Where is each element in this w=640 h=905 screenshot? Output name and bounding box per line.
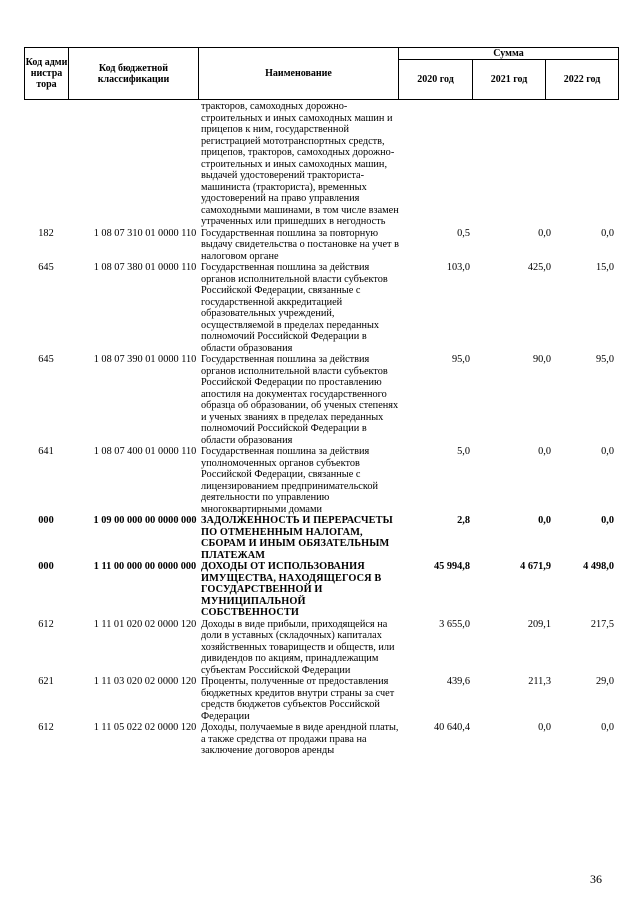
row-value-2020: 2,8 (457, 515, 470, 526)
row-value-2022: 0,0 (601, 515, 614, 526)
row-value-2022: 4 498,0 (583, 561, 614, 572)
row-budget-code: 1 11 05 022 02 0000 120 (93, 722, 197, 733)
table-row (24, 676, 618, 722)
row-value-2022: 0,0 (601, 227, 614, 239)
row-value-2021: 425,0 (527, 262, 551, 273)
row-name: Доходы в виде прибыли, приходящейся на доли в уставных (складочных) капиталах хозяйственных товариществ и обществ, или дивидендов по акциям, принадлежащим субъектам Российской Федерации (201, 618, 395, 676)
row-value-2020: 3 655,0 (439, 618, 470, 630)
row-value-2022: 0,0 (601, 446, 614, 457)
row-name: Государственная пошлина за действия органов исполнительной власти субъектов Российской Федерации, связанные с государственной аккредитацией образовательных учреждений, осуществляемой в пределах переданных полномочий Российской Федерации в области образования (201, 262, 388, 354)
row-admin-code: 621 (38, 676, 54, 687)
row-admin-code: 612 (38, 722, 54, 733)
row-budget-code: 1 11 03 020 02 0000 120 (93, 676, 197, 687)
row-name: Доходы, получаемые в виде арендной платы, а также средства от продажи права на заключение договоров аренды (201, 722, 399, 756)
row-value-2020: 103,0 (446, 262, 470, 273)
table-header (24, 47, 619, 100)
row-admin-code: 612 (38, 618, 54, 630)
header-year-2020: 2020 год (399, 60, 473, 100)
row-budget-code: 1 11 01 020 02 0000 120 (93, 618, 197, 630)
row-value-2022: 15,0 (595, 262, 614, 273)
row-value-2020: 439,6 (446, 676, 470, 687)
table-body (24, 101, 618, 757)
table-row (24, 722, 618, 757)
row-value-2021: 0,0 (538, 722, 551, 733)
row-budget-code: 1 08 07 380 01 0000 110 (93, 262, 197, 273)
table-row (24, 262, 618, 354)
row-admin-code: 000 (38, 561, 54, 572)
row-name: Государственная пошлина за действия уполномоченных органов субъектов Российской Федерации, связанные с лицензированием предпринимательской деятельности по управлению многоквартирными домами (201, 446, 378, 515)
row-value-2022: 217,5 (590, 618, 614, 630)
row-value-2020: 5,0 (457, 446, 470, 457)
row-value-2021: 0,0 (538, 515, 551, 526)
table-row-section (24, 561, 618, 619)
table-row-section (24, 515, 618, 561)
row-value-2021: 0,0 (538, 446, 551, 457)
header-year-2021: 2021 год (473, 60, 546, 100)
row-name: ЗАДОЛЖЕННОСТЬ И ПЕРЕРАСЧЕТЫ ПО ОТМЕНЕННЫМ НАЛОГАМ, СБОРАМ И ИНЫМ ОБЯЗАТЕЛЬНЫМ ПЛАТЕЖАМ (201, 515, 393, 561)
table-row (24, 228, 618, 263)
row-budget-code: 1 08 07 310 01 0000 110 (93, 227, 197, 239)
page-number: 36 (590, 872, 602, 886)
row-value-2022: 95,0 (595, 354, 614, 365)
header-budget-code: Код бюджетной классификации (69, 48, 199, 100)
table-row (24, 101, 618, 228)
row-admin-code: 182 (38, 227, 54, 239)
header-name: Наименование (199, 48, 399, 100)
row-admin-code: 000 (38, 515, 54, 526)
row-admin-code: 645 (38, 354, 54, 365)
row-value-2021: 0,0 (538, 227, 551, 239)
row-value-2022: 0,0 (601, 722, 614, 733)
row-name: Государственная пошлина за действия органов исполнительной власти субъектов Российской Федерации по проставлению апостиля на документах государственного образца об образовании, об ученых степенях и ученых званиях в пределах переданных полномочий Российской Федерации в области образования (201, 354, 399, 446)
row-value-2021: 4 671,9 (520, 561, 551, 572)
row-admin-code: 645 (38, 262, 54, 273)
table-row (24, 446, 618, 515)
row-value-2020: 0,5 (457, 227, 470, 239)
row-value-2021: 209,1 (527, 618, 551, 630)
row-name: Проценты, полученные от предоставления бюджетных кредитов внутри страны за счет средств бюджетов субъектов Российской Федерации (201, 676, 395, 722)
header-year-2022: 2022 год (546, 60, 619, 100)
row-admin-code: 641 (38, 446, 54, 457)
row-budget-code: 1 11 00 000 00 0000 000 (93, 561, 197, 572)
row-value-2020: 45 994,8 (433, 561, 470, 572)
row-value-2020: 95,0 (451, 354, 470, 365)
row-value-2021: 90,0 (532, 354, 551, 365)
row-value-2021: 211,3 (528, 676, 551, 687)
table-row (24, 354, 618, 446)
table-row (24, 619, 618, 677)
header-sum: Сумма (399, 48, 619, 60)
row-name: ДОХОДЫ ОТ ИСПОЛЬЗОВАНИЯ ИМУЩЕСТВА, НАХОДЯЩЕГОСЯ В ГОСУДАРСТВЕННОЙ И МУНИЦИПАЛЬНОЙ СОБСТВЕННОСТИ (201, 561, 382, 618)
row-budget-code: 1 08 07 390 01 0000 110 (93, 354, 197, 365)
header-admin-code: Код адми нистра тора (25, 48, 69, 100)
row-budget-code: 1 09 00 000 00 0000 000 (93, 515, 197, 526)
row-value-2022: 29,0 (595, 676, 614, 687)
row-budget-code: 1 08 07 400 01 0000 110 (93, 446, 197, 457)
row-name: тракторов, самоходных дорожно-строительных и иных самоходных машин и прицепов к ним, государственной регистрацией мототранспортных средств, прицепов, тракторов, самоходных дорожно-строительных и иных самоходных машин, выдачей удостоверений тракториста-машиниста (тракториста), временных удостоверений на право управления самоходными машинами, в том числе взамен утраченных или пришедших в негодность (201, 101, 399, 227)
row-value-2020: 40 640,4 (433, 722, 470, 733)
row-name: Государственная пошлина за повторную выдачу свидетельства о постановке на учет в налоговом органе (201, 227, 399, 262)
